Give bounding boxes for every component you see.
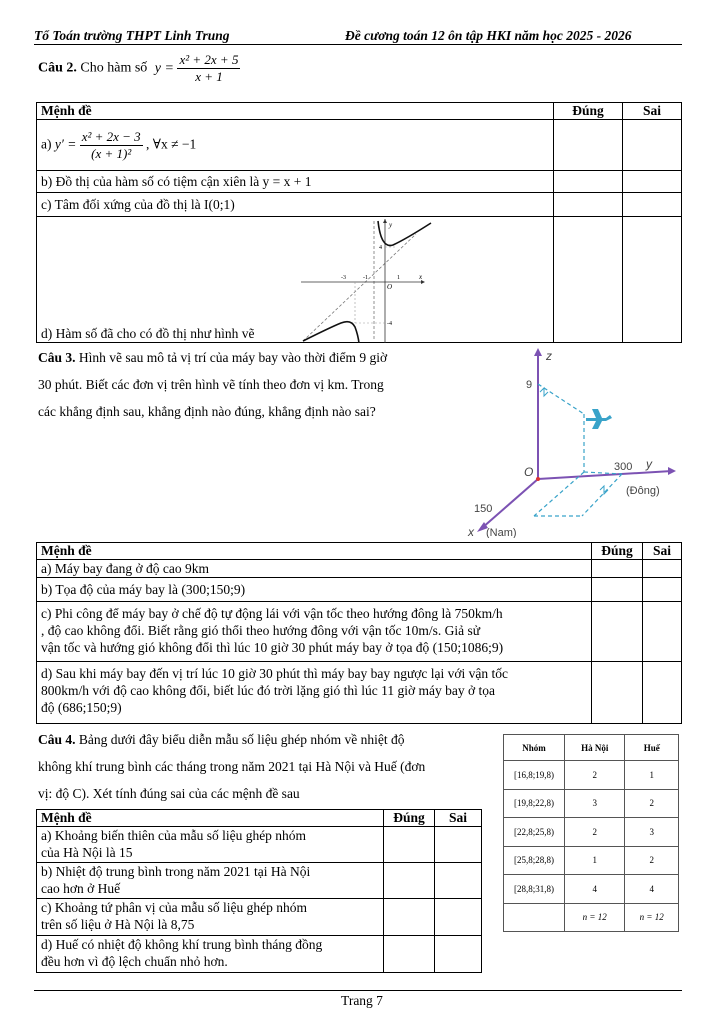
q3-c-true-cell[interactable] [592, 602, 643, 662]
q4-c-true-cell[interactable] [384, 899, 435, 936]
data-cell: [19,8;22,8) [504, 789, 565, 818]
page-number: Trang 7 [341, 993, 383, 1008]
graph-y-label: y [389, 221, 393, 229]
q2-row-b: b) Đồ thị của hàm số có tiệm cận xiên là y = x + 1 [37, 171, 554, 193]
graph-tick-1: 1 [397, 275, 400, 281]
data-header-group: Nhóm [504, 735, 565, 761]
data-header-hanoi: Hà Nội [565, 735, 625, 761]
q4-b-false-cell[interactable] [435, 863, 482, 899]
q3-line2: 30 phút. Biết các đơn vị trên hình vẽ tính theo đơn vị km. Trong [38, 377, 384, 392]
q3-c-line1: c) Phi công để máy bay ở chế độ tự động lái với vận tốc theo hướng đông là 750km/h [41, 606, 503, 621]
curve-left-branch [303, 322, 359, 343]
graph-tick-neg3: -3 [341, 275, 346, 281]
q3-line1: Hình vẽ sau mô tả vị trí của máy bay vào thời điểm 9 giờ [78, 350, 388, 365]
q2-graph [301, 219, 446, 343]
data-cell: 2 [565, 818, 625, 847]
q2-col-statement: Mệnh đề [37, 103, 554, 120]
q4-line2: không khí trung bình các tháng trong năm 2021 tại Hà Nội và Huế (đơn [38, 759, 426, 774]
y-axis [538, 471, 672, 479]
q2-row-a [37, 120, 554, 171]
airplane-wing-top [592, 409, 602, 418]
z-arrow [534, 348, 542, 356]
q4-a-false-cell[interactable] [435, 827, 482, 863]
q4-a-true-cell[interactable] [384, 827, 435, 863]
q2-title [38, 52, 240, 85]
q3-d-line3: độ (686;150;9) [41, 700, 122, 715]
graph-x-label: x [419, 273, 423, 281]
q4-a-line2: của Hà Nội là 15 [41, 845, 133, 860]
q4-d-line1: d) Huế có nhiệt độ không khí trung bình tháng đồng [41, 937, 323, 952]
fig-9-label: 9 [526, 379, 533, 391]
dash-y300-to-x [582, 474, 622, 516]
q4-line3: vị: độ C). Xét tính đúng sai của các mệnh đề sau [38, 786, 300, 801]
fig-z-label: z [546, 349, 552, 363]
data-cell: 2 [565, 761, 625, 790]
q4-label: Câu 4. [38, 732, 76, 747]
graph-tick-neg1: -1 [363, 275, 368, 281]
dash-z-to-plane [538, 384, 584, 414]
q4-text [38, 726, 494, 807]
q3-row-c [37, 602, 592, 662]
q4-a-line1: a) Khoảng biến thiên của mẫu số liệu ghép nhóm [41, 828, 307, 843]
q4-d-false-cell[interactable] [435, 936, 482, 973]
q3-d-true-cell[interactable] [592, 662, 643, 724]
q3-b-false-cell[interactable] [643, 578, 682, 602]
q4-c-line2: trên số liệu ở Hà Nội là 8,75 [41, 917, 195, 932]
fig-300-label: 300 [614, 461, 633, 473]
data-total-hue: n = 12 [625, 903, 679, 932]
fig-east-label: (Đông) [626, 485, 660, 497]
data-cell: [28,8;31,8) [504, 875, 565, 904]
q4-d-line2: đều hơn vì độ lệch chuẩn nhỏ hơn. [41, 954, 228, 969]
q4-col-statement: Mệnh đề [37, 810, 384, 827]
q3-figure [462, 346, 684, 538]
data-cell: 2 [625, 846, 679, 875]
data-header-hue: Huế [625, 735, 679, 761]
q3-row-b: b) Tọa độ của máy bay là (300;150;9) [37, 578, 592, 602]
q2-col-false: Sai [623, 103, 682, 120]
q2-a-true-cell[interactable] [554, 120, 623, 171]
q4-col-false: Sai [435, 810, 482, 827]
data-cell: 3 [565, 789, 625, 818]
q2-col-true: Đúng [554, 103, 623, 120]
origin-point [536, 477, 540, 481]
q3-d-line1: d) Sau khi máy bay đến vị trí lúc 10 giờ 30 phút thì máy bay bay ngược lại với vận tốc [41, 666, 509, 681]
q2-intro: Cho hàm số [80, 60, 148, 76]
curve-right-branch [378, 221, 431, 246]
fig-origin-label: O [524, 465, 534, 479]
q2-func-den: x + 1 [195, 69, 223, 84]
header-right: Đề cương toán 12 ôn tập HKI năm học 2025 - 2026 [345, 28, 632, 43]
graph-tick-neg4: -4 [387, 321, 392, 327]
q3-label: Câu 3. [38, 350, 76, 365]
q2-a-den: (x + 1)² [91, 145, 132, 161]
airplane-wing-bottom [592, 421, 602, 429]
q4-b-line2: cao hơn ở Huế [41, 881, 121, 896]
data-cell: 2 [625, 789, 679, 818]
q3-col-false: Sai [643, 543, 682, 560]
fig-x-label: x [468, 525, 474, 538]
q2-a-label: a) [41, 136, 52, 152]
data-cell: 4 [565, 875, 625, 904]
q3-row-a: a) Máy bay đang ở độ cao 9km [37, 560, 592, 578]
q2-b-false-cell[interactable] [623, 171, 682, 193]
q4-row-d [37, 936, 384, 973]
q4-line1: Bảng dưới đây biểu diễn mẫu số liệu ghép nhóm về nhiệt độ [78, 732, 405, 747]
q2-function [177, 52, 240, 85]
q3-d-false-cell[interactable] [643, 662, 682, 724]
q4-b-true-cell[interactable] [384, 863, 435, 899]
q3-table [36, 542, 682, 724]
q3-a-false-cell[interactable] [643, 560, 682, 578]
q3-text [38, 344, 458, 425]
q2-table [36, 102, 682, 343]
q2-label: Câu 2. [38, 60, 77, 76]
fig-south-label: (Nam) [486, 527, 517, 538]
q2-d-text: d) Hàm số đã cho có đồ thị như hình vẽ [41, 326, 255, 341]
q4-col-true: Đúng [384, 810, 435, 827]
data-cell: [16,8;19,8) [504, 761, 565, 790]
y-arrow [383, 219, 387, 223]
q2-a-num: x² + 2x − 3 [81, 128, 141, 144]
q4-row-c [37, 899, 384, 936]
y-arrow [668, 467, 676, 475]
q4-row-a [37, 827, 384, 863]
q2-func-num: x² + 2x + 5 [179, 52, 239, 67]
data-cell: [25,8;28,8) [504, 846, 565, 875]
graph-origin: O [387, 283, 393, 291]
q2-d-true-cell[interactable] [554, 217, 623, 343]
data-cell: 3 [625, 818, 679, 847]
header-left: Tổ Toán trường THPT Linh Trung [34, 28, 230, 43]
oblique-asymptote [303, 234, 416, 341]
q4-b-line1: b) Nhiệt độ trung bình trong năm 2021 tại Hà Nội [41, 864, 311, 879]
q2-b-true-cell[interactable] [554, 171, 623, 193]
data-cell: 4 [625, 875, 679, 904]
q3-col-true: Đúng [592, 543, 643, 560]
q3-b-true-cell[interactable] [592, 578, 643, 602]
q4-row-b [37, 863, 384, 899]
q2-d-false-cell[interactable] [623, 217, 682, 343]
q3-c-line3: vận tốc và hướng gió không đổi thì lúc 10 giờ 30 phút máy bay ở tọa độ (150;1086;9) [41, 640, 504, 655]
fig-150-label: 150 [474, 503, 493, 515]
data-cell: [22,8;25,8) [504, 818, 565, 847]
q2-a-false-cell[interactable] [623, 120, 682, 171]
q3-a-true-cell[interactable] [592, 560, 643, 578]
header-divider [34, 44, 682, 45]
q2-a-fraction [80, 129, 143, 162]
q2-func-lhs: y = [154, 60, 174, 76]
footer-divider [34, 990, 682, 991]
q3-c-line2: , độ cao không đổi. Biết rằng gió thổi theo hướng đông với vận tốc 10m/s. Giả sử [41, 623, 481, 638]
q4-c-false-cell[interactable] [435, 899, 482, 936]
q4-data-table [503, 734, 679, 932]
q4-table [36, 809, 482, 973]
data-cell: 1 [565, 846, 625, 875]
q2-c-true-cell[interactable] [554, 193, 623, 217]
fig-y-label: y [646, 457, 652, 471]
data-cell: 1 [625, 761, 679, 790]
data-cell [504, 903, 565, 932]
q3-d-line2: 800km/h với độ cao không đổi, biết lúc đó trời lặng gió thì lúc 11 giờ máy bay ở tọa [41, 683, 495, 698]
q2-c-false-cell[interactable] [623, 193, 682, 217]
q3-col-statement: Mệnh đề [37, 543, 592, 560]
q4-d-true-cell[interactable] [384, 936, 435, 973]
q2-row-c: c) Tâm đối xứng của đồ thị là I(0;1) [37, 193, 554, 217]
graph-tick-4: 4 [379, 245, 382, 251]
q3-line3: các khẳng định sau, khẳng định nào đúng, khẳng định nào sai? [38, 404, 376, 419]
q4-c-line1: c) Khoảng tứ phân vị của mẫu số liệu ghép nhóm [41, 900, 308, 915]
q2-a-lhs: y′ = [54, 136, 77, 152]
q2-a-cond: , ∀x ≠ −1 [146, 136, 197, 152]
data-total-hanoi: n = 12 [565, 903, 625, 932]
q3-c-false-cell[interactable] [643, 602, 682, 662]
q2-row-d [37, 217, 554, 343]
q3-row-d [37, 662, 592, 724]
